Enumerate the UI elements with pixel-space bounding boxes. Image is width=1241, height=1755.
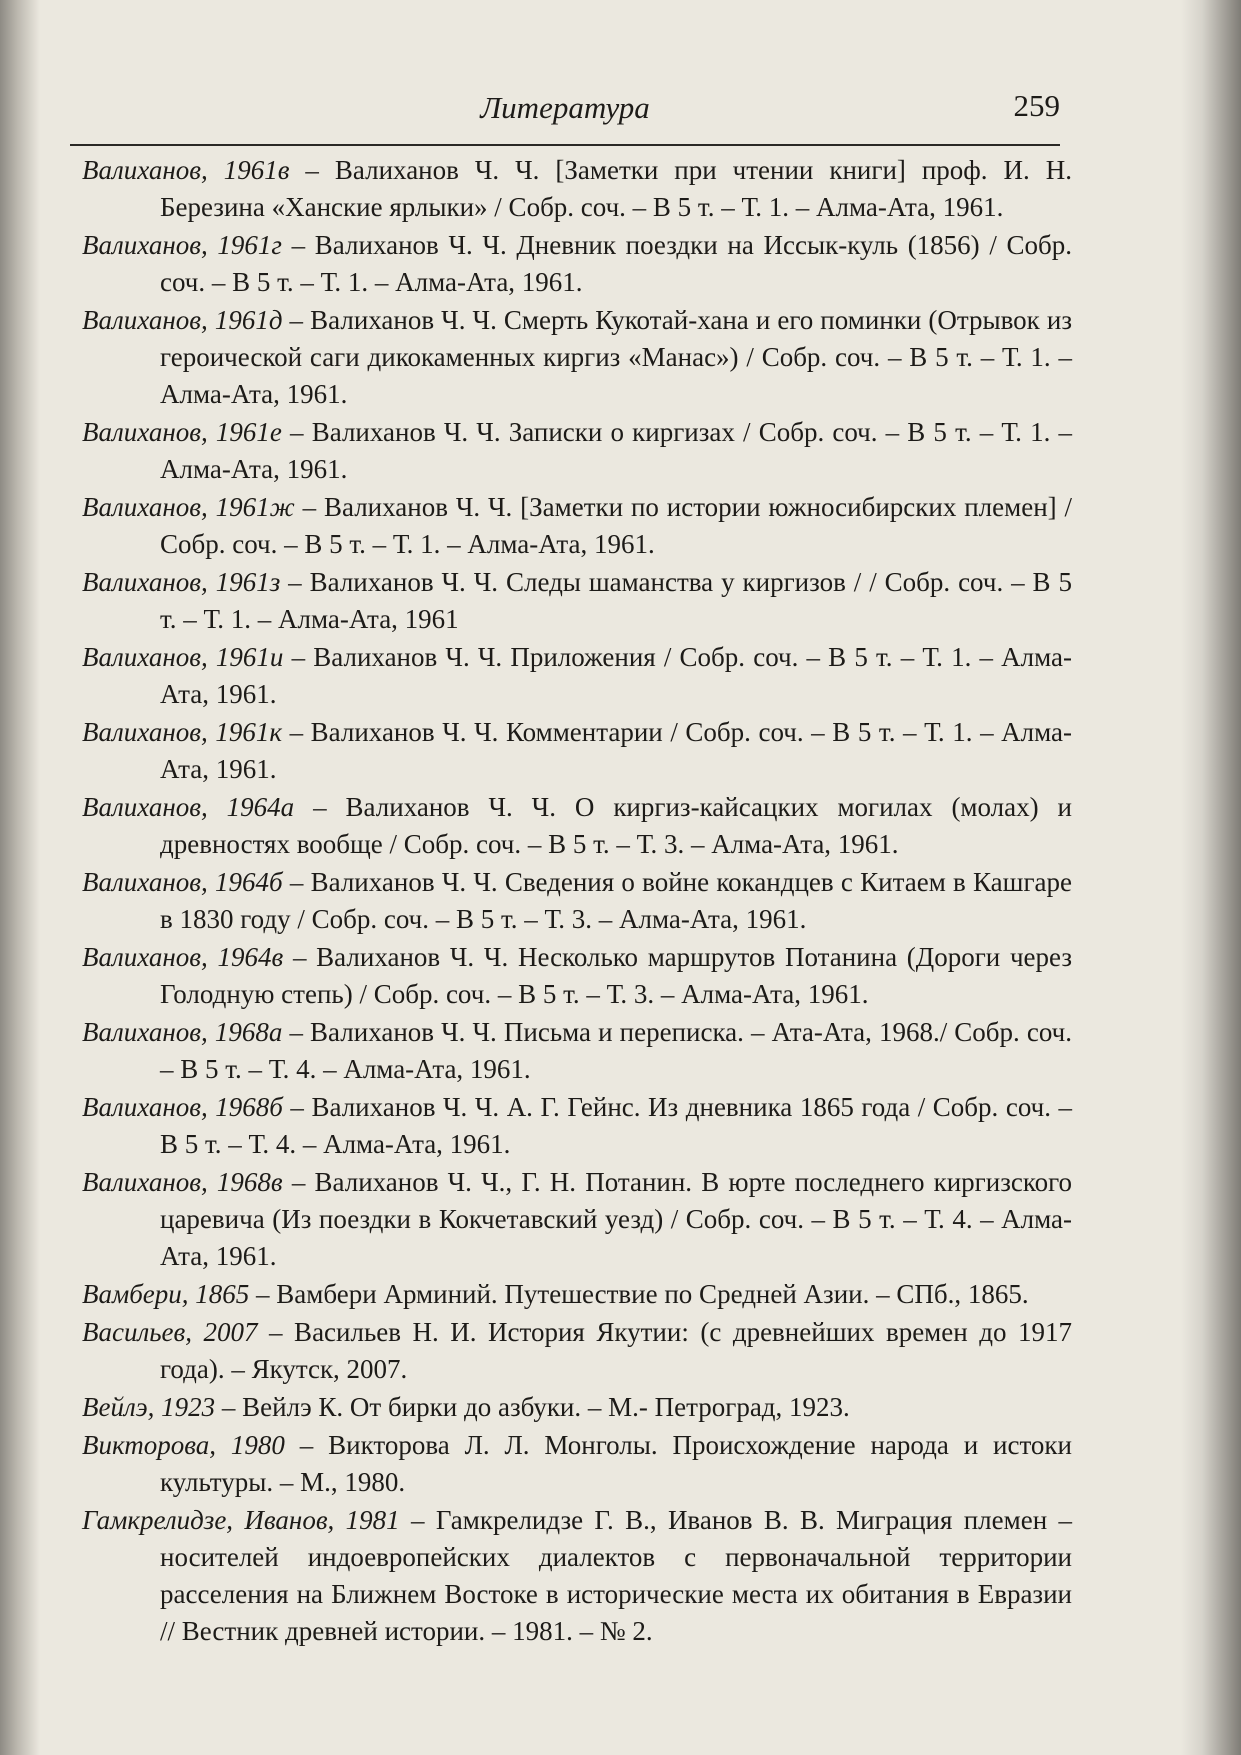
bibliography-entry [82, 939, 1072, 1013]
entry-key: Валиханов, 1968б [82, 1092, 283, 1122]
entry-text: – Валиханов Ч. Ч. Записки о киргизах / Собр. соч. – В 5 т. – Т. 1. – Алма-Ата, 1961. [160, 417, 1072, 484]
entry-text: – Викторова Л. Л. Монголы. Происхождение народа и истоки культуры. – М., 1980. [160, 1430, 1072, 1497]
bibliography-entry [82, 1502, 1072, 1650]
entry-key: Гамкрелидзе, Иванов, 1981 [82, 1505, 400, 1535]
entry-text: – Валиханов Ч. Ч. Смерть Кукотай-хана и его поминки (Отрывок из героической саги дикокаменных киргиз «Манас») / Собр. соч. – В 5 т. – Т. 1. – Алма-Ата, 1961. [160, 305, 1072, 409]
page-edge [1181, 0, 1241, 1755]
entry-key: Вейлэ, 1923 [82, 1392, 216, 1422]
entry-text: – Валиханов Ч. Ч. Комментарии / Собр. соч. – В 5 т. – Т. 1. – Алма-Ата, 1961. [160, 717, 1073, 784]
bibliography-list [82, 152, 1072, 1651]
bibliography-entry [82, 789, 1072, 863]
entry-text: – Валиханов Ч. Ч. А. Г. Гейнс. Из дневника 1865 года / Собр. соч. – В 5 т. – Т. 4. – Алма-Ата, 1961. [160, 1092, 1073, 1159]
entry-key: Васильев, 2007 [82, 1317, 258, 1347]
entry-key: Валиханов, 1961ж [82, 492, 295, 522]
bibliography-entry [82, 414, 1072, 488]
bibliography-entry [82, 1014, 1072, 1088]
page-gutter-shadow [0, 0, 40, 1755]
bibliography-entry [82, 864, 1072, 938]
bibliography-entry [82, 1427, 1072, 1501]
entry-text: – Валиханов Ч. Ч. Дневник поездки на Иссык-куль (1856) / Собр. соч. – В 5 т. – Т. 1. – Алма-Ата, 1961. [160, 230, 1073, 297]
bibliography-entry [82, 302, 1072, 413]
page-number: 259 [1013, 88, 1060, 123]
entry-key: Валиханов, 1964б [82, 867, 283, 897]
bibliography-entry [82, 1276, 1072, 1313]
bibliography-entry [82, 152, 1072, 226]
entry-key: Валиханов, 1968в [82, 1167, 283, 1197]
entry-key: Викторова, 1980 [82, 1430, 285, 1460]
entry-text: – Валиханов Ч. Ч. [Заметки при чтении книги] проф. И. Н. Березина «Ханские ярлыки» / Собр. соч. – В 5 т. – Т. 1. – Алма-Ата, 1961. [160, 155, 1072, 222]
running-title: Литература [480, 90, 650, 125]
entry-text: – Валиханов Ч. Ч. Письма и переписка. – Ата-Ата, 1968./ Собр. соч. – В 5 т. – Т. 4. – Алма-Ата, 1961. [160, 1017, 1073, 1084]
entry-text: – Валиханов Ч. Ч., Г. Н. Потанин. В юрте последнего киргизского царевича (Из поездки в Кокчетавский уезд) / Собр. соч. – В 5 т. – Т. 4. – Алма-Ата, 1961. [160, 1167, 1073, 1271]
entry-text: – Васильев Н. И. История Якутии: (с древнейших времен до 1917 года). – Якутск, 2007. [160, 1317, 1072, 1384]
entry-key: Валиханов, 1961и [82, 642, 284, 672]
bibliography-entry [82, 1389, 1072, 1426]
bibliography-entry [82, 564, 1072, 638]
entry-key: Валиханов, 1964в [82, 942, 284, 972]
entry-text: – Валиханов Ч. Ч. Несколько маршрутов Потанина (Дороги через Голодную степь) / Собр. соч. – В 5 т. – Т. 3. – Алма-Ата, 1961. [160, 942, 1072, 1009]
entry-text: – Валиханов Ч. Ч. [Заметки по истории южносибирских племен] / Собр. соч. – В 5 т. – Т. 1. – Алма-Ата, 1961. [160, 492, 1072, 559]
entry-text: – Валиханов Ч. Ч. Сведения о войне кокандцев с Китаем в Кашгаре в 1830 году / Собр. соч. – В 5 т. – Т. 3. – Алма-Ата, 1961. [160, 867, 1072, 934]
entry-text: – Вамбери Арминий. Путешествие по Средней Азии. – СПб., 1865. [249, 1279, 1029, 1309]
entry-text: – Гамкрелидзе Г. В., Иванов В. В. Миграция племен – носителей индоевропейских диалектов с первоначальной территории расселения на Ближнем Востоке в исторические места их обитания в Евразии // Вестник древней истории. – 1981. – № 2. [160, 1505, 1072, 1646]
entry-text: – Валиханов Ч. Ч. О киргиз-кайсацких могилах (молах) и древностях вообще / Собр. соч. – В 5 т. – Т. 3. – Алма-Ата, 1961. [160, 792, 1072, 859]
entry-key: Вамбери, 1865 [82, 1279, 250, 1309]
entry-key: Валиханов, 1961д [82, 305, 283, 335]
bibliography-entry [82, 489, 1072, 563]
running-header [70, 90, 1060, 146]
bibliography-entry [82, 639, 1072, 713]
entry-key: Валиханов, 1961г [82, 230, 282, 260]
entry-key: Валиханов, 1961в [82, 155, 290, 185]
entry-key: Валиханов, 1961е [82, 417, 282, 447]
bibliography-entry [82, 1164, 1072, 1275]
entry-key: Валиханов, 1968а [82, 1017, 283, 1047]
bibliography-entry [82, 714, 1072, 788]
entry-key: Валиханов, 1964а [82, 792, 295, 822]
entry-key: Валиханов, 1961к [82, 717, 282, 747]
entry-key: Валиханов, 1961з [82, 567, 281, 597]
entry-text: – Валиханов Ч. Ч. Приложения / Собр. соч. – В 5 т. – Т. 1. – Алма-Ата, 1961. [160, 642, 1073, 709]
bibliography-entry [82, 1314, 1072, 1388]
entry-text: – Валиханов Ч. Ч. Следы шаманства у киргизов / / Собр. соч. – В 5 т. – Т. 1. – Алма-Ата, 1961 [160, 567, 1072, 634]
bibliography-entry [82, 1089, 1072, 1163]
bibliography-entry [82, 227, 1072, 301]
entry-text: – Вейлэ К. От бирки до азбуки. – М.- Петроград, 1923. [215, 1392, 850, 1422]
